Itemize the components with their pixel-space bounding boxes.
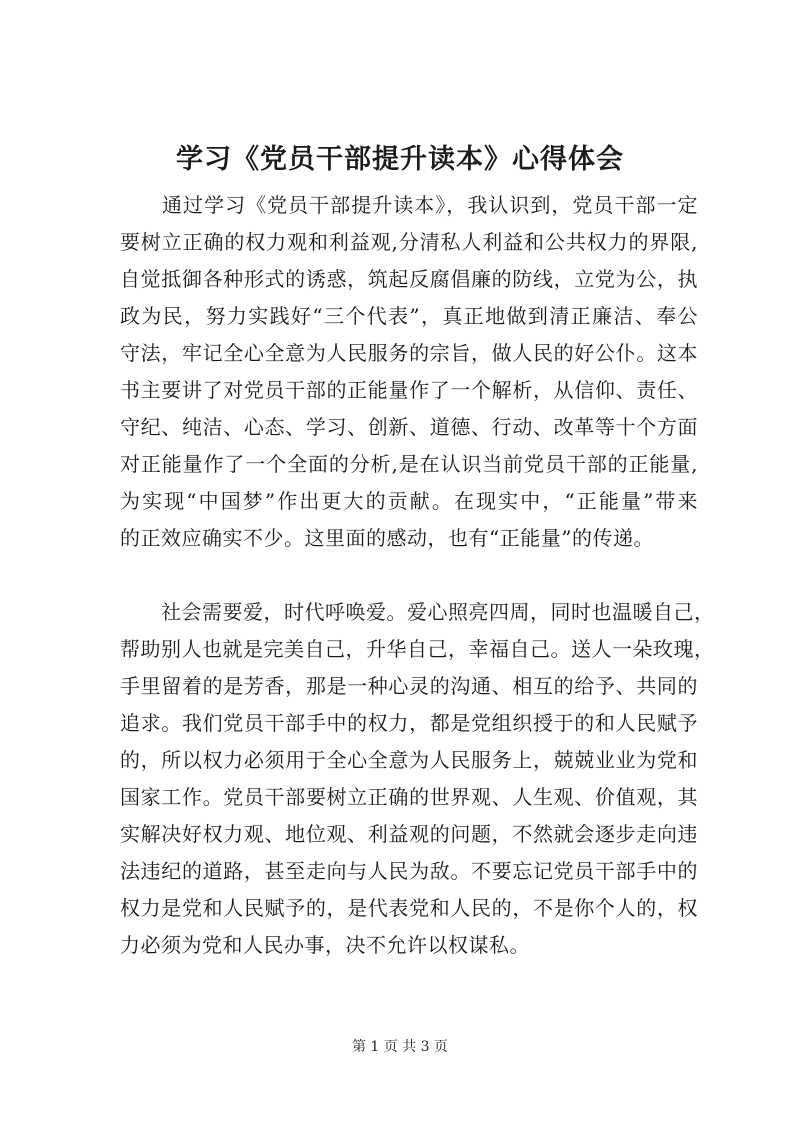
paragraph-line: 要树立正确的权力观和利益观,分清私人利益和公共权力的界限,: [120, 230, 698, 254]
paragraph-line: 手里留着的是芳香，那是一种心灵的沟通、相互的给予、共同的: [120, 674, 698, 698]
paragraph-line: 通过学习《党员干部提升读本》，我认识到，党员干部一定: [120, 193, 698, 217]
paragraph-line: 权力是党和人民赋予的，是代表党和人民的，不是你个人的，权: [120, 896, 698, 920]
paragraph-line: 实解决好权力观、地位观、利益观的问题，不然就会逐步走向违: [120, 822, 698, 846]
page-footer: 第 1 页 共 3 页: [351, 1039, 449, 1055]
paragraph-line: 法违纪的道路，甚至走向与人民为敌。不要忘记党员干部手中的: [120, 859, 698, 883]
paragraph-line: 追求。我们党员干部手中的权力，都是党组织授于的和人民赋予: [120, 711, 698, 735]
document-title: 学习《党员干部提升读本》心得体会: [176, 144, 624, 175]
paragraph-line: 的正效应确实不少。这里面的感动，也有“正能量”的传递。: [120, 526, 654, 550]
paragraph-line: 对正能量作了一个全面的分析,是在认识当前党员干部的正能量,: [120, 452, 698, 476]
paragraph-line: 力必须为党和人民办事，决不允许以权谋私。: [120, 933, 530, 957]
paragraph-line: 自觉抵御各种形式的诱惑，筑起反腐倡廉的防线，立党为公，执: [120, 267, 698, 291]
paragraph-line: 的，所以权力必须用于全心全意为人民服务上，兢兢业业为党和: [120, 748, 698, 772]
paragraph-2: [120, 594, 715, 964]
paragraph-line: 守纪、纯洁、心态、学习、创新、道德、行动、改革等十个方面: [120, 415, 698, 439]
paragraph-line: 为实现“中国梦”作出更大的贡献。在现实中，“正能量”带来: [120, 489, 698, 513]
paragraph-1: [120, 187, 698, 557]
paragraph-line: 守法，牢记全心全意为人民服务的宗旨，做人民的好公仆。这本: [120, 341, 698, 365]
paragraph-line: 国家工作。党员干部要树立正确的世界观、人生观、价值观，其: [120, 785, 698, 809]
paragraph-line: 书主要讲了对党员干部的正能量作了一个解析，从信仰、责任、: [120, 378, 698, 402]
paragraph-line: 社会需要爱，时代呼唤爱。爱心照亮四周，同时也温暖自己，: [120, 600, 715, 624]
paragraph-line: 帮助别人也就是完美自己，升华自己，幸福自己。送人一朵玫瑰，: [120, 637, 715, 661]
paragraph-line: 政为民，努力实践好“三个代表”，真正地做到清正廉洁、奉公: [120, 304, 698, 328]
